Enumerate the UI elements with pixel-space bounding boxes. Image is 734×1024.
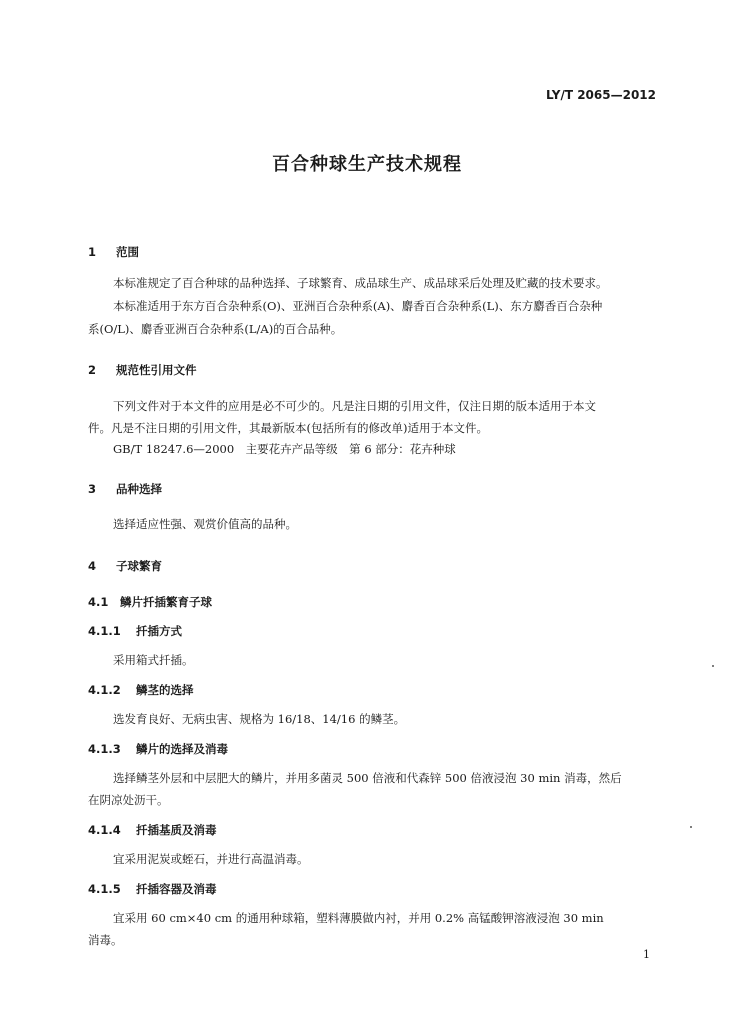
paragraph: 选择适应性强、观赏价值高的品种。 [113,517,297,531]
section-title: 范围 [116,245,139,259]
section-number: 4 [88,559,97,573]
scan-speck [712,665,714,667]
section-2-heading [88,362,197,378]
subsection-title: 鳞茎的选择 [136,683,194,697]
standard-number: LY/T 2065—2012 [545,88,656,102]
subsection-title: 扦插容器及消毒 [136,882,217,896]
section-title: 品种选择 [116,482,162,496]
paragraph: 下列文件对于本文件的应用是必不可少的。凡是注日期的引用文件，仅注日期的版本适用于本文 [113,399,596,413]
section-title: 规范性引用文件 [116,363,197,377]
paragraph-continuation: 系(O/L)、麝香亚洲百合杂种系(L/A)的百合品种。 [88,322,343,336]
subsection-number: 4.1 [88,595,109,609]
section-number: 2 [88,363,97,377]
subsection-4-1-2-heading [88,682,194,698]
subsection-title: 鳞片扦插繁育子球 [120,595,212,609]
paragraph: 选发育良好、无病虫害、规格为 16/18、14/16 的鳞茎。 [113,712,406,726]
section-number: 1 [88,245,97,259]
section-number: 3 [88,482,97,496]
subsection-number: 4.1.4 [88,823,121,837]
subsection-4-1-4-heading [88,822,217,838]
normative-reference: GB/T 18247.6—2000 主要花卉产品等级 第 6 部分：花卉种球 [113,442,456,456]
paragraph: 选择鳞茎外层和中层肥大的鳞片，并用多菌灵 500 倍液和代森锌 500 倍液浸泡 30 min 消毒，然后 [113,771,622,785]
subsection-4-1-3-heading [88,741,228,757]
paragraph-continuation: 件。凡是不注日期的引用文件，其最新版本(包括所有的修改单)适用于本文件。 [88,421,488,435]
subsection-title: 扦插方式 [136,624,182,638]
paragraph-continuation: 消毒。 [88,933,123,947]
section-1-heading [88,244,139,260]
section-3-heading [88,481,162,497]
subsection-number: 4.1.1 [88,624,121,638]
subsection-4-1-heading [88,594,212,610]
paragraph: 采用箱式扦插。 [113,653,194,667]
subsection-title: 鳞片的选择及消毒 [136,742,228,756]
scan-speck [690,826,692,828]
section-title: 子球繁育 [116,559,162,573]
paragraph-continuation: 在阴凉处沥干。 [88,793,169,807]
subsection-4-1-1-heading [88,623,182,639]
section-4-heading [88,558,162,574]
subsection-number: 4.1.3 [88,742,121,756]
subsection-title: 扦插基质及消毒 [136,823,217,837]
paragraph: 宜采用 60 cm×40 cm 的通用种球箱，塑料薄膜做内衬，并用 0.2% 高锰酸钾溶液浸泡 30 min [113,911,604,925]
subsection-number: 4.1.2 [88,683,121,697]
paragraph: 本标准规定了百合种球的品种选择、子球繁育、成品球生产、成品球采后处理及贮藏的技术要求。 [113,276,608,290]
page-number: 1 [643,948,650,961]
page-title: 百合种球生产技术规程 [272,154,462,175]
paragraph: 宜采用泥炭或蛭石，并进行高温消毒。 [113,852,309,866]
paragraph: 本标准适用于东方百合杂种系(O)、亚洲百合杂种系(A)、麝香百合杂种系(L)、东方麝香百合杂种 [113,299,603,313]
subsection-number: 4.1.5 [88,882,121,896]
subsection-4-1-5-heading [88,881,217,897]
